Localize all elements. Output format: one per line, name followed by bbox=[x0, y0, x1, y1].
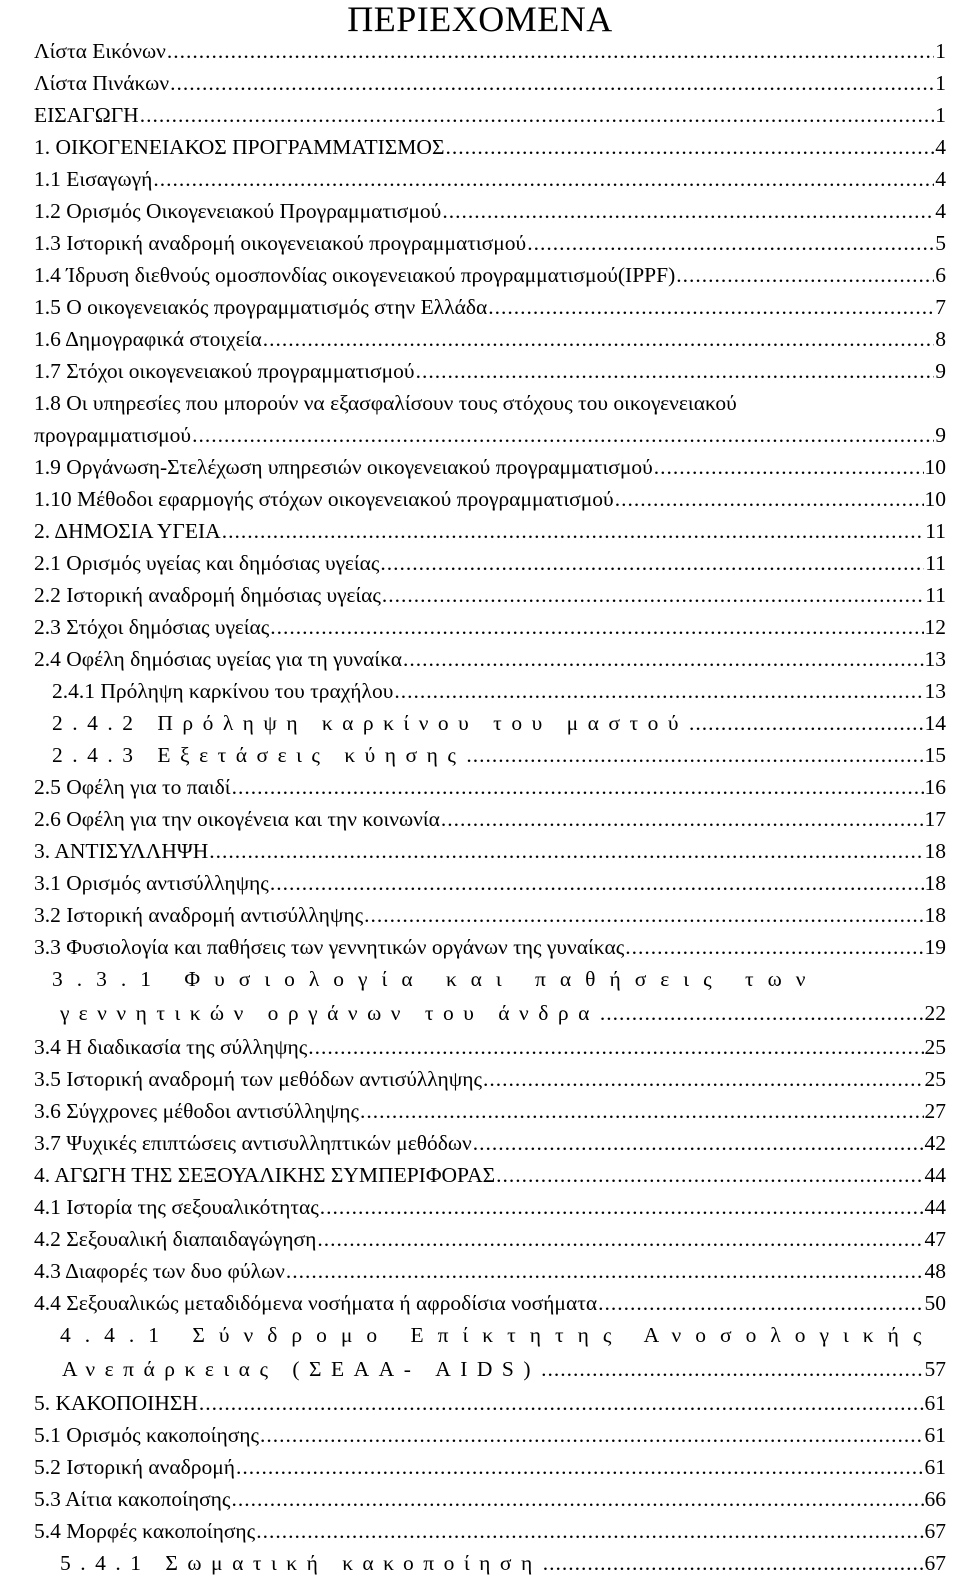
toc-entry[interactable] bbox=[34, 420, 946, 450]
toc-entry-page: 15 bbox=[924, 743, 946, 767]
toc-entry-title: 2.4.3 Εξετάσεις κύησης bbox=[52, 743, 466, 767]
toc-entry-page: 61 bbox=[924, 1423, 946, 1447]
toc-entry-page: 19 bbox=[924, 935, 946, 959]
toc-entry-page: 27 bbox=[924, 1099, 946, 1123]
toc-entry[interactable] bbox=[34, 484, 946, 514]
toc-entry-page: 50 bbox=[924, 1291, 946, 1315]
toc-entry-title: 4.4 Σεξουαλικώς μεταδιδόμενα νοσήματα ή αφροδίσια νοσήματα bbox=[34, 1291, 598, 1315]
dot-leader bbox=[473, 1128, 924, 1158]
dot-leader bbox=[466, 740, 923, 770]
toc-entry-page: 6 bbox=[935, 263, 946, 287]
toc-entry-page: 18 bbox=[924, 903, 946, 927]
toc-entry[interactable] bbox=[34, 292, 946, 322]
dot-leader bbox=[231, 1484, 923, 1514]
toc-entry-title: 5. ΚΑΚΟΠΟΙΗΣΗ bbox=[34, 1391, 198, 1415]
toc-entry-page: 44 bbox=[924, 1163, 946, 1187]
dot-leader bbox=[445, 132, 934, 162]
toc-entry-page: 13 bbox=[924, 679, 946, 703]
toc-entry-page: 61 bbox=[924, 1455, 946, 1479]
dot-leader bbox=[286, 1256, 924, 1286]
toc-entry-title: Λίστα Πινάκων bbox=[34, 71, 170, 95]
dot-leader bbox=[600, 998, 924, 1028]
toc-entry-title: γεννητικών οργάνων του άνδρα bbox=[60, 1001, 599, 1025]
toc-entry-page: 4 bbox=[935, 135, 946, 159]
toc-entry-page: 25 bbox=[924, 1035, 946, 1059]
toc-entry[interactable] bbox=[34, 1128, 946, 1158]
page-title: ΠΕΡΙΕΧΟΜΕΝΑ bbox=[347, 0, 613, 39]
dot-leader bbox=[380, 548, 924, 578]
toc-entry-page: 1 bbox=[935, 103, 946, 127]
dot-leader bbox=[192, 420, 934, 450]
dot-leader bbox=[222, 516, 925, 546]
toc-entry-page: 11 bbox=[925, 583, 946, 607]
dot-leader bbox=[170, 68, 934, 98]
toc-entry-page: 25 bbox=[924, 1067, 946, 1091]
toc-entry[interactable] bbox=[34, 1516, 946, 1546]
toc-entry-page: 48 bbox=[924, 1259, 946, 1283]
dot-leader bbox=[140, 100, 935, 130]
dot-leader bbox=[615, 484, 924, 514]
dot-leader bbox=[382, 580, 924, 610]
toc-entry[interactable] bbox=[34, 196, 946, 226]
toc-entry-title: 5.1 Ορισμός κακοποίησης bbox=[34, 1423, 260, 1447]
toc-entry[interactable] bbox=[34, 356, 946, 386]
toc-entry-page: 10 bbox=[924, 455, 946, 479]
toc-entry-title: 2.4.1 Πρόληψη καρκίνου του τραχήλου bbox=[52, 679, 394, 703]
dot-leader bbox=[598, 1288, 923, 1318]
toc-entry-page: 67 bbox=[924, 1551, 946, 1575]
dot-leader bbox=[270, 612, 923, 642]
toc-entry-wrapped-start[interactable]: 4.4.1 Σύνδρομο Επίκτητης Ανοσολογικής bbox=[60, 1323, 936, 1347]
dot-leader bbox=[441, 804, 924, 834]
toc-entry-title: 1.1 Εισαγωγή bbox=[34, 167, 153, 191]
toc-entry[interactable] bbox=[34, 1452, 946, 1482]
dot-leader bbox=[488, 292, 934, 322]
toc-entry-title: 5.3 Αίτια κακοποίησης bbox=[34, 1487, 231, 1511]
toc-entry-title: 3.5 Ιστορική αναδρομή των μεθόδων αντισύλληψης bbox=[34, 1067, 482, 1091]
toc-entry[interactable] bbox=[34, 900, 946, 930]
toc-entry[interactable] bbox=[34, 644, 946, 674]
toc-entry[interactable] bbox=[34, 516, 946, 546]
dot-leader bbox=[689, 708, 923, 738]
toc-entry[interactable] bbox=[34, 260, 946, 290]
toc-entry[interactable] bbox=[34, 1032, 946, 1062]
dot-leader bbox=[364, 900, 923, 930]
toc-entry-title: 3.4 Η διαδικασία της σύλληψης bbox=[34, 1035, 308, 1059]
toc-entry-title: Λίστα Εικόνων bbox=[34, 39, 166, 63]
toc-entry[interactable] bbox=[34, 548, 946, 578]
dot-leader bbox=[236, 1452, 924, 1482]
toc-entry[interactable] bbox=[34, 1484, 946, 1514]
toc-entry[interactable] bbox=[34, 836, 946, 866]
toc-entry-title: 1.7 Στόχοι οικογενειακού προγραμματισμού bbox=[34, 359, 415, 383]
toc-entry-page: 10 bbox=[924, 487, 946, 511]
toc-entry-page: 8 bbox=[935, 327, 946, 351]
toc-entry-title: 1.4 Ίδρυση διεθνούς ομοσπονδίας οικογενειακού προγραμματισμού(IPPF) bbox=[34, 263, 676, 287]
dot-leader bbox=[270, 868, 924, 898]
toc-entry-title: 1.10 Μέθοδοι εφαρμογής στόχων οικογενειακού προγραμματισμού bbox=[34, 487, 614, 511]
toc-entry-title: ΕΙΣΑΓΩΓΗ bbox=[34, 103, 139, 127]
toc-entry-page: 9 bbox=[935, 423, 946, 447]
toc-entry-title: 3. ΑΝΤΙΣΥΛΛΗΨΗ bbox=[34, 839, 209, 863]
toc-entry-wrapped-start[interactable]: 1.8 Οι υπηρεσίες που μπορούν να εξασφαλίσουν τους στόχους του οικογενειακού bbox=[34, 391, 737, 415]
dot-leader bbox=[527, 228, 934, 258]
toc-entry[interactable] bbox=[34, 868, 946, 898]
toc-entry-title: 2.4 Οφέλη δημόσιας υγείας για τη γυναίκα bbox=[34, 647, 402, 671]
toc-entry-page: 1 bbox=[935, 71, 946, 95]
dot-leader bbox=[232, 772, 924, 802]
toc-entry-page: 42 bbox=[924, 1131, 946, 1155]
toc-entry[interactable] bbox=[60, 998, 946, 1028]
toc-entry-page: 13 bbox=[924, 647, 946, 671]
toc-entry[interactable] bbox=[62, 1354, 946, 1384]
dot-leader bbox=[496, 1160, 923, 1190]
toc-entry[interactable] bbox=[34, 580, 946, 610]
toc-entry-title: 4.2 Σεξουαλική διαπαιδαγώγηση bbox=[34, 1227, 317, 1251]
dot-leader bbox=[260, 1420, 923, 1450]
toc-entry-title: 3.6 Σύγχρονες μέθοδοι αντισύλληψης bbox=[34, 1099, 359, 1123]
toc-entry-page: 11 bbox=[925, 519, 946, 543]
toc-entry-title: προγραμματισμού bbox=[34, 423, 192, 447]
dot-leader bbox=[394, 676, 923, 706]
toc-entry-page: 44 bbox=[924, 1195, 946, 1219]
toc-entry-title: 1.5 Ο οικογενειακός προγραμματισμός στην Ελλάδα bbox=[34, 295, 488, 319]
toc-entry[interactable] bbox=[34, 164, 946, 194]
toc-entry-page: 9 bbox=[935, 359, 946, 383]
dot-leader bbox=[654, 452, 924, 482]
toc-entry-title: 2.1 Ορισμός υγείας και δημόσιας υγείας bbox=[34, 551, 380, 575]
toc-entry[interactable] bbox=[34, 228, 946, 258]
dot-leader bbox=[256, 1516, 923, 1546]
toc-entry-page: 57 bbox=[924, 1357, 946, 1381]
dot-leader bbox=[416, 356, 935, 386]
toc-entry-page: 17 bbox=[924, 807, 946, 831]
toc-entry[interactable] bbox=[34, 1420, 946, 1450]
toc-entry-title: 2.5 Οφέλη για το παιδί bbox=[34, 775, 231, 799]
toc-entry-page: 14 bbox=[924, 711, 946, 735]
toc-entry-page: 22 bbox=[924, 1001, 946, 1025]
dot-leader bbox=[199, 1388, 924, 1418]
dot-leader bbox=[320, 1192, 924, 1222]
dot-leader bbox=[541, 1354, 923, 1384]
dot-leader bbox=[483, 1064, 924, 1094]
toc-entry-title: 4. ΑΓΩΓΗ ΤΗΣ ΣΕΞΟΥΑΛΙΚΗΣ ΣΥΜΠΕΡΙΦΟΡΑΣ bbox=[34, 1163, 496, 1187]
toc-entry-page: 66 bbox=[924, 1487, 946, 1511]
toc-entry-title: 5.4 Μορφές κακοποίησης bbox=[34, 1519, 256, 1543]
toc-entry[interactable] bbox=[34, 1064, 946, 1094]
toc-entry-wrapped-start[interactable]: 3.3.1 Φυσιολογία και παθήσεις των bbox=[52, 967, 820, 991]
toc-entry-title: 2.2 Ιστορική αναδρομή δημόσιας υγείας bbox=[34, 583, 381, 607]
toc-entry-title: 1.9 Οργάνωση-Στελέχωση υπηρεσιών οικογενειακού προγραμματισμού bbox=[34, 455, 653, 479]
toc-entry[interactable] bbox=[34, 324, 946, 354]
toc-entry[interactable] bbox=[34, 612, 946, 642]
toc-entry-title: 5.4.1 Σωματική κακοποίηση bbox=[60, 1551, 542, 1575]
toc-entry-title: 3.1 Ορισμός αντισύλληψης bbox=[34, 871, 269, 895]
toc-entry-title: 1.2 Ορισμός Οικογενειακού Προγραμματισμού bbox=[34, 199, 442, 223]
dot-leader bbox=[360, 1096, 924, 1126]
toc-entry[interactable] bbox=[34, 452, 946, 482]
toc-entry-title: 2. ΔΗΜΟΣΙΑ ΥΓΕΙΑ bbox=[34, 519, 221, 543]
toc-entry-title: 3.2 Ιστορική αναδρομή αντισύλληψης bbox=[34, 903, 364, 927]
toc-entry-title: 4.3 Διαφορές των δυο φύλων bbox=[34, 1259, 285, 1283]
toc-entry-page: 11 bbox=[925, 551, 946, 575]
toc-entry-page: 4 bbox=[935, 199, 946, 223]
toc-entry[interactable] bbox=[34, 68, 946, 98]
toc-entry[interactable] bbox=[34, 932, 946, 962]
dot-leader bbox=[676, 260, 934, 290]
toc-entry[interactable] bbox=[34, 1256, 946, 1286]
toc-entry-title: 5.2 Ιστορική αναδρομή bbox=[34, 1455, 235, 1479]
dot-leader bbox=[167, 36, 934, 66]
toc-entry-page: 12 bbox=[924, 615, 946, 639]
toc-entry-page: 7 bbox=[935, 295, 946, 319]
toc-entry-title: 4.1 Ιστορία της σεξουαλικότητας bbox=[34, 1195, 319, 1219]
toc-entry[interactable] bbox=[34, 100, 946, 130]
toc-entry-page: 61 bbox=[924, 1391, 946, 1415]
toc-entry[interactable] bbox=[52, 708, 946, 738]
toc-entry-title: 3.3 Φυσιολογία και παθήσεις των γεννητικών οργάνων της γυναίκας bbox=[34, 935, 625, 959]
dot-leader bbox=[403, 644, 924, 674]
toc-entry[interactable] bbox=[34, 804, 946, 834]
toc-entry-title: 2.3 Στόχοι δημόσιας υγείας bbox=[34, 615, 270, 639]
toc-entry-title: 2.6 Οφέλη για την οικογένεια και την κοινωνία bbox=[34, 807, 440, 831]
toc-entry[interactable] bbox=[34, 772, 946, 802]
toc-entry[interactable] bbox=[52, 676, 946, 706]
toc-entry[interactable] bbox=[60, 1548, 946, 1578]
dot-leader bbox=[625, 932, 923, 962]
toc-entry-page: 4 bbox=[935, 167, 946, 191]
toc-entry-page: 18 bbox=[924, 871, 946, 895]
dot-leader bbox=[543, 1548, 924, 1578]
toc-entry-page: 1 bbox=[935, 39, 946, 63]
toc-entry[interactable] bbox=[34, 1160, 946, 1190]
dot-leader bbox=[263, 324, 934, 354]
dot-leader bbox=[317, 1224, 923, 1254]
dot-leader bbox=[442, 196, 934, 226]
toc-entry-title: 2.4.2 Πρόληψη καρκίνου του μαστού bbox=[52, 711, 689, 735]
toc-entry-page: 16 bbox=[924, 775, 946, 799]
dot-leader bbox=[308, 1032, 923, 1062]
toc-entry[interactable] bbox=[34, 36, 946, 66]
toc-entry[interactable] bbox=[34, 132, 946, 162]
toc-entry-title: Ανεπάρκειας (ΣΕΑΑ- AIDS) bbox=[62, 1357, 541, 1381]
toc-entry-title: 1.3 Ιστορική αναδρομή οικογενειακού προγραμματισμού bbox=[34, 231, 527, 255]
toc-entry-title: 3.7 Ψυχικές επιπτώσεις αντισυλληπτικών μεθόδων bbox=[34, 1131, 472, 1155]
toc-entry[interactable] bbox=[34, 1288, 946, 1318]
toc-entry-page: 47 bbox=[924, 1227, 946, 1251]
toc-entry[interactable] bbox=[52, 740, 946, 770]
toc-entry[interactable] bbox=[34, 1224, 946, 1254]
toc-entry-page: 18 bbox=[924, 839, 946, 863]
dot-leader bbox=[209, 836, 923, 866]
toc-entry-title: 1.6 Δημογραφικά στοιχεία bbox=[34, 327, 262, 351]
toc-entry-title: 1. ΟΙΚΟΓΕΝΕΙΑΚΟΣ ΠΡΟΓΡΑΜΜΑΤΙΣΜΟΣ bbox=[34, 135, 445, 159]
toc-entry[interactable] bbox=[34, 1388, 946, 1418]
toc-entry-page: 67 bbox=[924, 1519, 946, 1543]
toc-entry[interactable] bbox=[34, 1192, 946, 1222]
dot-leader bbox=[153, 164, 934, 194]
toc-entry-page: 5 bbox=[935, 231, 946, 255]
toc-entry[interactable] bbox=[34, 1096, 946, 1126]
